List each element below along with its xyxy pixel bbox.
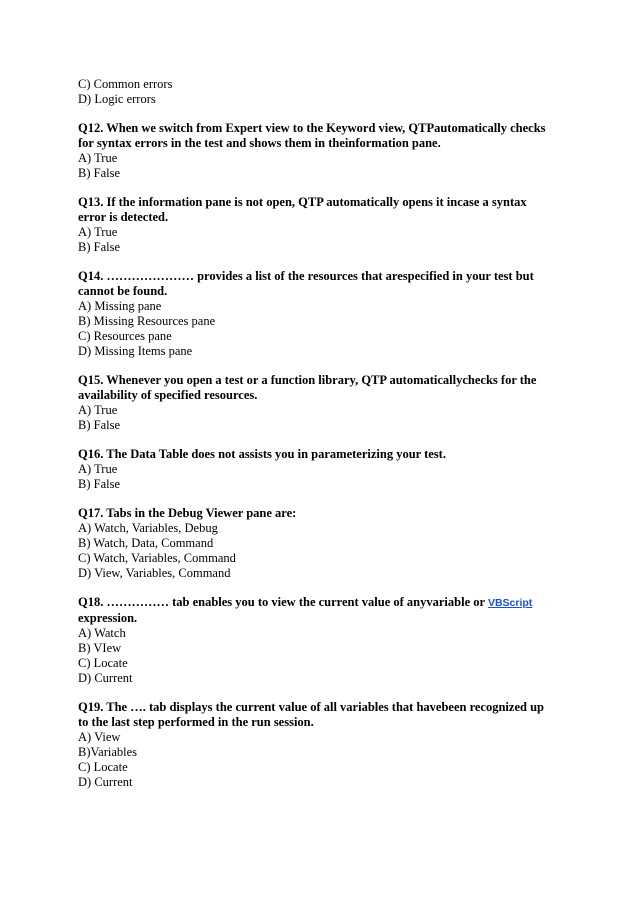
option: A) Watch, Variables, Debug [78, 521, 218, 535]
question-line-text: Q18. …………… tab enables you to view the current value of anyvariable or [78, 595, 488, 609]
question-block-q13 [78, 195, 568, 255]
option: A) True [78, 403, 118, 417]
question-text [78, 700, 568, 730]
option: D) Missing Items pane [78, 344, 193, 358]
question-line: expression. [78, 611, 138, 625]
question-line: for syntax errors in the test and shows them in theinformation pane. [78, 136, 441, 150]
option: B) False [78, 477, 121, 491]
option: B) False [78, 418, 121, 432]
question-line: Q19. The …. tab displays the current value of all variables that havebeen recognized up [78, 700, 544, 714]
question-text [78, 595, 568, 626]
question-line: Q17. Tabs in the Debug Viewer pane are: [78, 506, 297, 520]
question-text [78, 506, 568, 521]
option: D) View, Variables, Command [78, 566, 231, 580]
option: D) Current [78, 775, 133, 789]
question-block-q17 [78, 506, 568, 581]
question-line: Q13. If the information pane is not open, QTP automatically opens it incase a syntax [78, 195, 527, 209]
option: A) True [78, 462, 118, 476]
question-line: Q16. The Data Table does not assists you in parameterizing your test. [78, 447, 446, 461]
option: D) Logic errors [78, 92, 156, 106]
option: B) False [78, 166, 121, 180]
question-block-q18 [78, 595, 568, 686]
question-text [78, 269, 568, 299]
question-block-q14 [78, 269, 568, 359]
option: C) Locate [78, 656, 128, 670]
vbscript-link[interactable]: VBScript [487, 597, 533, 609]
question-block-q16 [78, 447, 568, 492]
question-block-q19 [78, 700, 568, 790]
question-line: to the last step performed in the run session. [78, 715, 314, 729]
intro-options [78, 77, 568, 107]
option: B) Missing Resources pane [78, 314, 216, 328]
option: A) View [78, 730, 121, 744]
question-text [78, 373, 568, 403]
option: C) Common errors [78, 77, 173, 91]
question-line: Q14. ………………… provides a list of the resources that arespecified in your test but [78, 269, 534, 283]
option: C) Watch, Variables, Command [78, 551, 236, 565]
question-line [78, 595, 568, 611]
option: D) Current [78, 671, 133, 685]
option: A) True [78, 225, 118, 239]
option: A) Watch [78, 626, 126, 640]
question-line: Q15. Whenever you open a test or a function library, QTP automaticallychecks for the [78, 373, 537, 387]
question-line: Q12. When we switch from Expert view to the Keyword view, QTPautomatically checks [78, 121, 546, 135]
option: B) False [78, 240, 121, 254]
question-line: availability of specified resources. [78, 388, 258, 402]
option: B) Watch, Data, Command [78, 536, 214, 550]
document-page [78, 77, 568, 790]
question-text [78, 121, 568, 151]
option: C) Locate [78, 760, 128, 774]
option: C) Resources pane [78, 329, 172, 343]
option: B) VIew [78, 641, 122, 655]
question-text [78, 447, 568, 462]
option: A) True [78, 151, 118, 165]
question-line: error is detected. [78, 210, 169, 224]
question-block-q15 [78, 373, 568, 433]
option: B)Variables [78, 745, 138, 759]
question-block-q12 [78, 121, 568, 181]
option: A) Missing pane [78, 299, 162, 313]
question-text [78, 195, 568, 225]
question-line: cannot be found. [78, 284, 168, 298]
